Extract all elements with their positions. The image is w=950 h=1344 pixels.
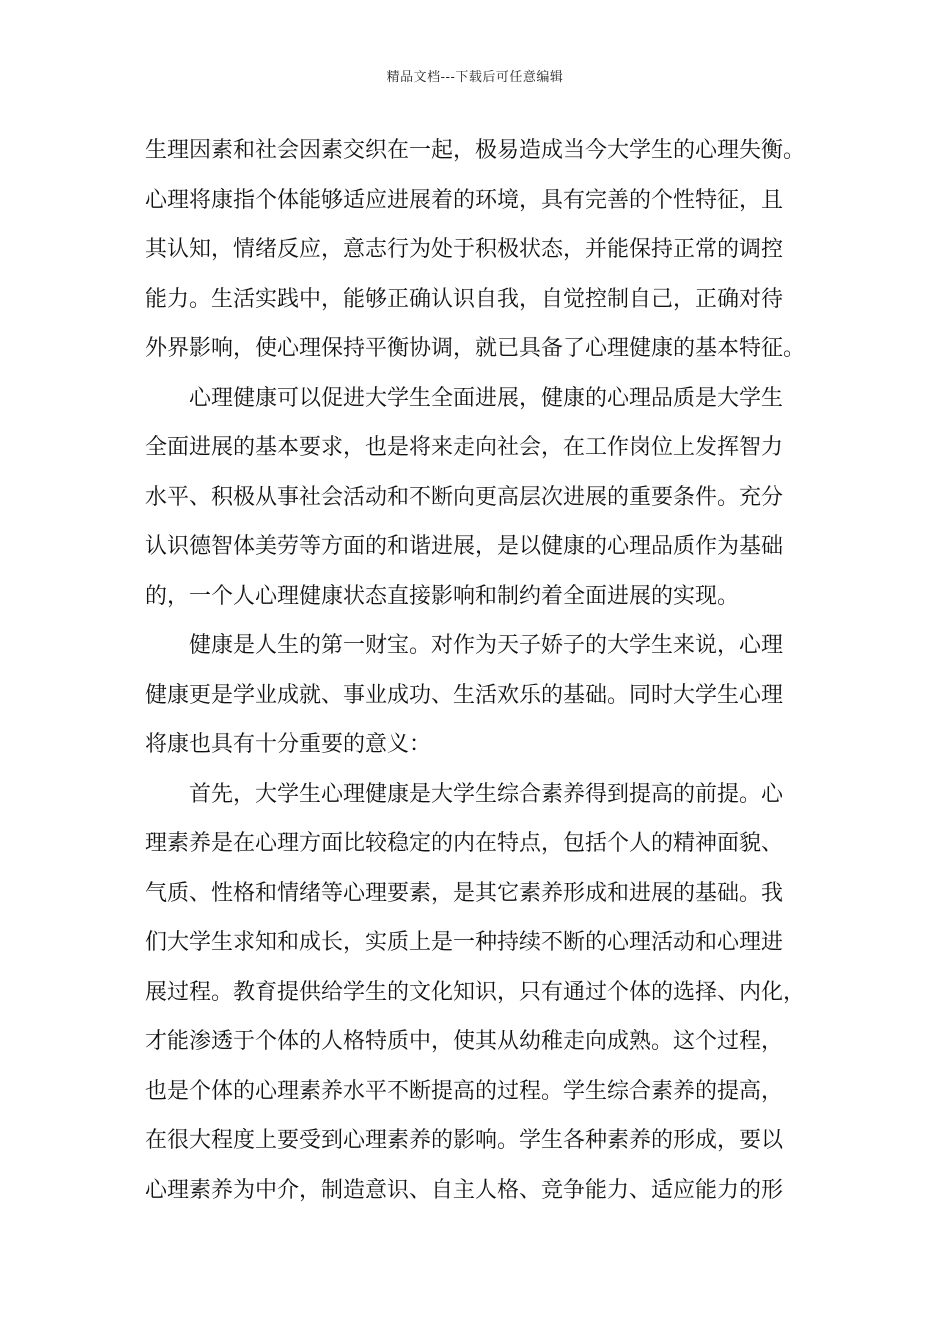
text-line: 能力。生活实践中，能够正确认识自我，自觉控制自己，正确对待 xyxy=(145,286,784,312)
body-text xyxy=(145,126,813,1215)
text-line: 的，一个人心理健康状态直接影响和制约着全面进展的实现。 xyxy=(145,583,740,609)
text-line: 心理健康可以促进大学生全面进展，健康的心理品质是大学生 xyxy=(189,385,784,411)
text-line: 也是个体的心理素养水平不断提高的过程。学生综合素养的提高， xyxy=(145,1078,784,1104)
text-line: 在很大程度上要受到心理素养的影响。学生各种素养的形成，要以 xyxy=(145,1128,784,1153)
text-line: 气质、性格和情绪等心理要素，是其它素养形成和进展的基础。我 xyxy=(145,880,784,906)
text-line: 其认知，情绪反应，意志行为处于积极状态，并能保持正常的调控 xyxy=(145,237,784,262)
text-line: 才能渗透于个体的人格特质中，使其从幼稚走向成熟。这个过程， xyxy=(145,1029,784,1054)
page-header: 精品文档---下载后可任意编辑 xyxy=(386,70,564,85)
text-line: 水平、积极从事社会活动和不断向更高层次进展的重要条件。充分 xyxy=(145,484,784,510)
text-line: 心理素养为中介，制造意识、自主人格、竞争能力、适应能力的形 xyxy=(145,1177,784,1203)
text-line: 将康也具有十分重要的意义： xyxy=(145,732,432,757)
text-line: 们大学生求知和成长，实质上是一种持续不断的心理活动和心理进 xyxy=(145,930,784,955)
text-line: 健康是人生的第一财宝。对作为天子娇子的大学生来说，心理 xyxy=(189,633,784,658)
text-line: 外界影响，使心理保持平衡协调，就已具备了心理健康的基本特征。 xyxy=(145,336,806,361)
text-line: 理素养是在心理方面比较稳定的内在特点，包括个人的精神面貌、 xyxy=(145,831,784,856)
text-line: 全面进展的基本要求，也是将来走向社会，在工作岗位上发挥智力 xyxy=(145,435,784,460)
text-line: 心理将康指个体能够适应进展着的环境，具有完善的个性特征，且 xyxy=(145,187,784,213)
text-line: 认识德智体美劳等方面的和谐进展，是以健康的心理品质作为基础 xyxy=(145,534,784,559)
text-line: 展过程。教育提供给学生的文化知识，只有通过个体的选择、内化， xyxy=(145,979,806,1005)
text-line: 首先，大学生心理健康是大学生综合素养得到提高的前提。心 xyxy=(189,781,784,807)
text-line: 健康更是学业成就、事业成功、生活欢乐的基础。同时大学生心理 xyxy=(145,682,784,708)
text-line: 生理因素和社会因素交织在一起，极易造成当今大学生的心理失衡。 xyxy=(145,138,806,163)
